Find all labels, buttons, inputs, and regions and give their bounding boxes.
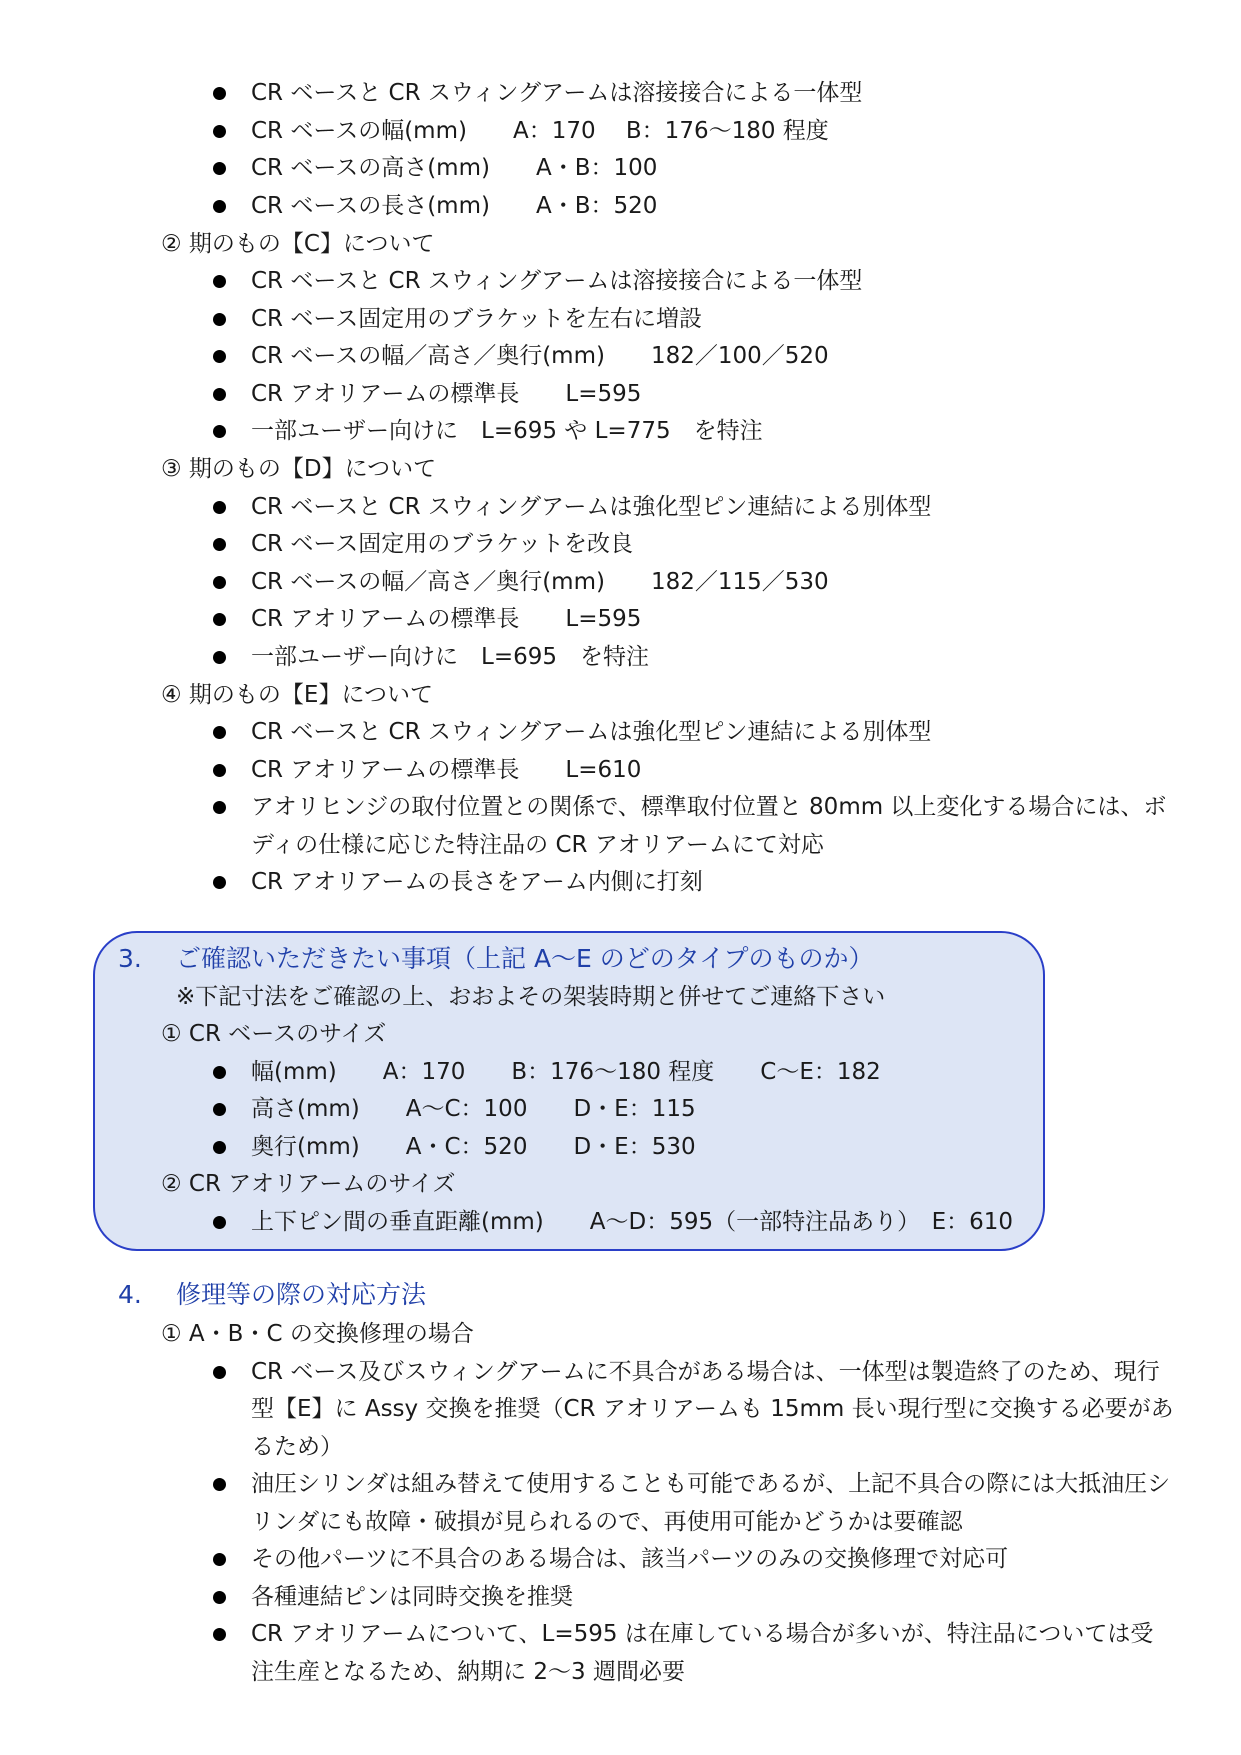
bullet-dot [213, 275, 226, 288]
list-item: CR ベースの長さ(mm) A・B：520 [251, 193, 658, 219]
bullet-dot [213, 388, 226, 401]
list-item-continuation: 型【E】に Assy 交換を推奨（CR アオリアームも 15mm 長い現行型に交換する必要があ [251, 1396, 1174, 1422]
confirmation-box [93, 931, 1045, 1251]
bullet-dot [213, 613, 226, 626]
section-3-number: 3. [118, 944, 142, 973]
section-3-title: ご確認いただきたい事項（上記 A～E のどのタイプのものか） [176, 944, 874, 973]
bullet-dot [213, 1591, 226, 1604]
list-item-continuation: ディの仕様に応じた特注品の CR アオリアームにて対応 [251, 832, 824, 858]
bullet-dot [213, 538, 226, 551]
list-item: 上下ピン間の垂直距離(mm) A～D：595（一部特注品あり） E：610 [251, 1209, 1014, 1235]
list-item: 油圧シリンダは組み替えて使用することも可能であるが、上記不具合の際には大抵油圧シ [251, 1471, 1171, 1497]
list-item: 奥行(mm) A・C：520 D・E：530 [251, 1134, 696, 1160]
list-item: CR ベースの幅／高さ／奥行(mm) 182／100／520 [251, 343, 829, 369]
bullet-dot [213, 1478, 226, 1491]
bullet-dot [213, 501, 226, 514]
list-item-continuation: 注生産となるため、納期に 2～3 週間必要 [251, 1659, 685, 1685]
bullet-dot [213, 200, 226, 213]
bullet-dot [213, 1553, 226, 1566]
bullet-dot [213, 313, 226, 326]
list-item: 高さ(mm) A～C：100 D・E：115 [251, 1096, 696, 1122]
list-item-continuation: リンダにも故障・破損が見られるので、再使用可能かどうかは要確認 [251, 1509, 963, 1535]
list-item: CR ベースと CR スウィングアームは溶接接合による一体型 [251, 80, 863, 106]
list-item: 幅(mm) A：170 B：176～180 程度 C～E：182 [251, 1059, 881, 1085]
list-item: CR ベースの幅(mm) A：170 B：176～180 程度 [251, 118, 829, 144]
section-4-title: 修理等の際の対応方法 [176, 1280, 427, 1309]
bullet-dot [213, 1366, 226, 1379]
section-4-number: 4. [118, 1280, 142, 1309]
section-d-title: ③ 期のもの【D】について [161, 456, 437, 482]
list-item: CR ベースと CR スウィングアームは強化型ピン連結による別体型 [251, 719, 932, 745]
section-3-note: ※下記寸法をご確認の上、おおよその架装時期と併せてご連絡下さい [176, 984, 886, 1010]
bullet-dot [213, 576, 226, 589]
section-4-sub1-title: ① A・B・C の交換修理の場合 [161, 1321, 474, 1347]
list-item: 一部ユーザー向けに L=695 を特注 [251, 644, 649, 670]
list-item: 各種連結ピンは同時交換を推奨 [251, 1584, 573, 1610]
section-3-sub1-title: ① CR ベースのサイズ [161, 1021, 387, 1047]
list-item: CR ベースの幅／高さ／奥行(mm) 182／115／530 [251, 569, 829, 595]
list-item: CR ベース固定用のブラケットを改良 [251, 531, 634, 557]
bullet-dot [213, 425, 226, 438]
bullet-dot [213, 125, 226, 138]
list-item: CR アオリアームの標準長 L=595 [251, 381, 642, 407]
list-item: CR ベースの高さ(mm) A・B：100 [251, 155, 658, 181]
list-item: CR アオリアームの標準長 L=595 [251, 606, 642, 632]
bullet-dot [213, 87, 226, 100]
bullet-dot [213, 651, 226, 664]
bullet-dot [213, 1216, 226, 1229]
section-3-sub2-title: ② CR アオリアームのサイズ [161, 1171, 456, 1197]
bullet-dot [213, 162, 226, 175]
bullet-dot [213, 726, 226, 739]
list-item: CR ベースと CR スウィングアームは溶接接合による一体型 [251, 268, 863, 294]
list-item: CR アオリアームの長さをアーム内側に打刻 [251, 869, 703, 895]
list-item: CR アオリアームの標準長 L=610 [251, 757, 642, 783]
list-item-continuation: るため） [251, 1434, 343, 1460]
list-item: 一部ユーザー向けに L=695 や L=775 を特注 [251, 418, 763, 444]
list-item: アオリヒンジの取付位置との関係で、標準取付位置と 80mm 以上変化する場合には、ボ [251, 794, 1167, 820]
list-item: CR ベースと CR スウィングアームは強化型ピン連結による別体型 [251, 494, 932, 520]
bullet-dot [213, 764, 226, 777]
list-item: CR アオリアームについて、L=595 は在庫している場合が多いが、特注品については受 [251, 1621, 1154, 1647]
bullet-dot [213, 1628, 226, 1641]
section-e-title: ④ 期のもの【E】について [161, 682, 434, 708]
list-item: その他パーツに不具合のある場合は、該当パーツのみの交換修理で対応可 [251, 1546, 1009, 1572]
bullet-dot [213, 350, 226, 363]
bullet-dot [213, 1066, 226, 1079]
bullet-dot [213, 876, 226, 889]
section-c-title: ② 期のもの【C】について [161, 231, 435, 257]
list-item: CR ベース固定用のブラケットを左右に増設 [251, 306, 703, 332]
bullet-dot [213, 801, 226, 814]
bullet-dot [213, 1141, 226, 1154]
bullet-dot [213, 1103, 226, 1116]
list-item: CR ベース及びスウィングアームに不具合がある場合は、一体型は製造終了のため、現行 [251, 1359, 1160, 1385]
